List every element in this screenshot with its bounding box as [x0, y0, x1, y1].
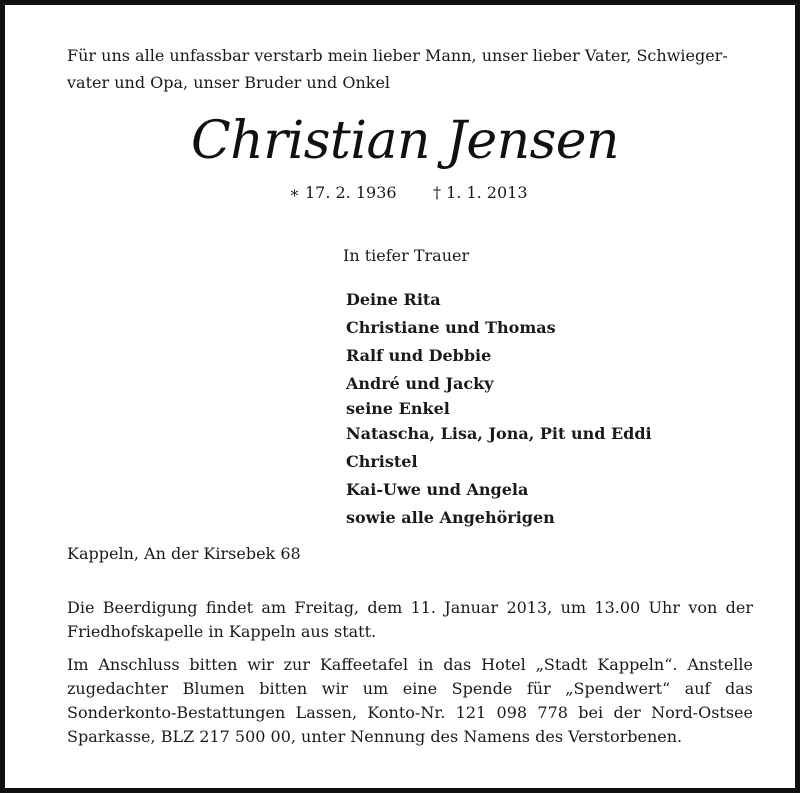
- birth-date: ∗ 17. 2. 1936: [289, 183, 397, 202]
- intro-line-1: Für uns alle unfassbar verstarb mein lieber Mann, unser lieber Vater, Schwieger-: [67, 46, 728, 65]
- mourner-list: [346, 286, 652, 532]
- mourner-item: Christel: [346, 452, 418, 471]
- intro-line-2: vater und Opa, unser Bruder und Onkel: [67, 73, 391, 92]
- mourning-intro: In tiefer Trauer: [343, 246, 470, 265]
- intro-text: [67, 42, 757, 96]
- mourner-item: Natascha, Lisa, Jona, Pit und Eddi: [346, 424, 652, 443]
- mourner-item: André und Jacky: [346, 374, 494, 393]
- mourner-item: Christiane und Thomas: [346, 318, 556, 337]
- mourner-item: Deine Rita: [346, 290, 441, 309]
- reception-notice: Im Anschluss bitten wir zur Kaffeetafel in das Hotel „Stadt Kappeln“. Anstelle zugedachter Blumen bitten wir um eine Spende für „Spendwert“ auf das Sonderkonto-Bestattungen Lassen, Konto-Nr. 121 098 778 bei der Nord-Ostsee Sparkasse, BLZ 217 500 00, unter Nennung des Namens des Verstorbenen.: [67, 655, 753, 746]
- mourner-item: sowie alle Angehörigen: [346, 508, 555, 527]
- death-date: † 1. 1. 2013: [433, 183, 528, 202]
- mourner-item: Kai-Uwe und Angela: [346, 480, 529, 499]
- mourner-item: Ralf und Debbie: [346, 346, 492, 365]
- mourner-item: seine Enkel: [346, 399, 450, 418]
- funeral-notice: Die Beerdigung findet am Freitag, dem 11. Januar 2013, um 13.00 Uhr von der Friedhofskapelle in Kappeln aus statt.: [67, 598, 753, 641]
- family-address: Kappeln, An der Kirsebek 68: [67, 544, 301, 563]
- deceased-name: Christian Jensen: [190, 111, 620, 171]
